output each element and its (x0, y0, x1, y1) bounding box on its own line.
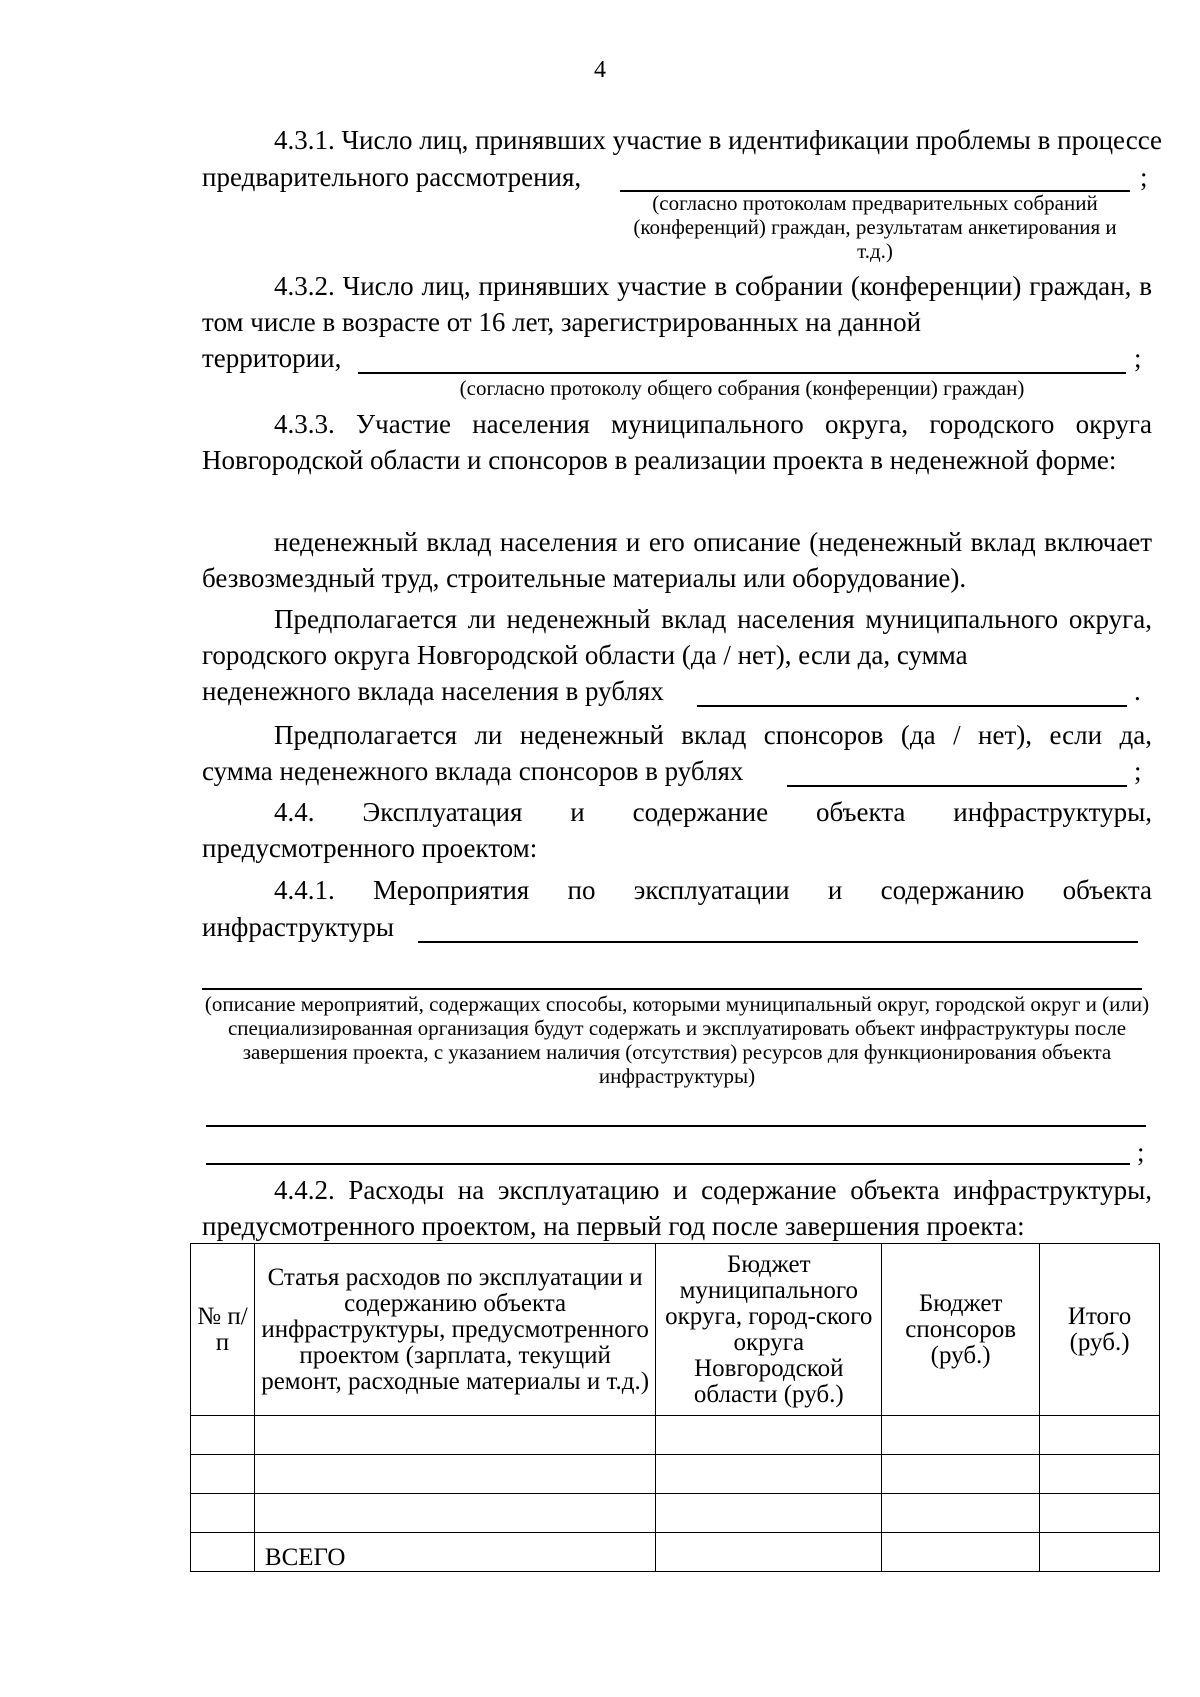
table-cell[interactable] (1040, 1533, 1160, 1572)
table-cell[interactable] (191, 1455, 255, 1494)
s431-line2: предварительного рассмотрения, (202, 162, 582, 192)
header-number: № п/п (191, 1244, 255, 1416)
table-cell[interactable] (1040, 1494, 1160, 1533)
table-cell[interactable] (191, 1494, 255, 1533)
table-row (191, 1416, 1160, 1455)
total-label: ВСЕГО (254, 1533, 655, 1572)
table-cell[interactable] (254, 1416, 655, 1455)
s431-semicolon: ; (1140, 162, 1148, 192)
header-municipal-budget: Бюджет муниципального округа, город-ского округа Новгородской области (руб.) (656, 1244, 882, 1416)
nonmonetary-paragraph: неденежный вклад населения и его описание (неденежный вклад включает безвозмездный труд, строительные материалы или оборудование). (202, 527, 1152, 593)
sponsors-last: сумма неденежного вклада спонсоров в рублях (202, 756, 744, 786)
table-total-row (191, 1533, 1160, 1572)
table-cell[interactable] (656, 1416, 882, 1455)
s44-paragraph: 4.4. Эксплуатация и содержание объекта инфраструктуры, предусмотренного проектом: (202, 797, 1152, 863)
s431-note: (согласно протоколам предварительных собраний (конференций) граждан, результатам анкетирования и т.д.) (633, 191, 1117, 263)
s432-note: (согласно протоколу общего собрания (конференции) граждан) (459, 376, 1025, 400)
table-cell[interactable] (1040, 1455, 1160, 1494)
table-row (191, 1494, 1160, 1533)
table-cell[interactable] (656, 1455, 882, 1494)
table-cell[interactable] (1040, 1416, 1160, 1455)
table-cell[interactable] (882, 1455, 1040, 1494)
sponsors-blank[interactable] (787, 785, 1127, 787)
s441-last: инфраструктуры (202, 912, 394, 942)
population-last: неденежного вклада населения в рублях (202, 676, 664, 706)
table-cell[interactable] (882, 1533, 1040, 1572)
table-cell[interactable] (656, 1494, 882, 1533)
s441-paragraph: 4.4.1. Мероприятия по эксплуатации и содержанию объекта (274, 875, 1152, 905)
s441-blank-2[interactable] (202, 988, 1142, 990)
s441-semicolon: ; (1137, 1137, 1145, 1167)
table-cell[interactable] (882, 1494, 1040, 1533)
population-paragraph: Предполагается ли неденежный вклад населения муниципального округа, городского округа Новгородской области (да / нет), если да, сумма (202, 604, 1152, 670)
table-cell[interactable] (254, 1494, 655, 1533)
sponsors-semicolon: ; (1134, 756, 1142, 786)
population-period: . (1134, 676, 1141, 706)
header-expense-item: Статья расходов по эксплуатации и содержанию объекта инфраструктуры, предусмотренного проектом (зарплата, текущий ремонт, расходные материалы и т.д.) (254, 1244, 655, 1416)
page-number: 4 (594, 57, 606, 83)
header-total: Итого (руб.) (1040, 1244, 1160, 1416)
table-cell[interactable] (191, 1533, 255, 1572)
s441-blank-1[interactable] (418, 941, 1138, 943)
s432-last: территории, (202, 343, 342, 373)
header-sponsors-budget: Бюджет спонсоров (руб.) (882, 1244, 1040, 1416)
table-cell[interactable] (882, 1416, 1040, 1455)
s441-blank-3[interactable] (206, 1125, 1146, 1127)
sponsors-paragraph: Предполагается ли неденежный вклад спонсоров (да / нет), если да, (274, 720, 1152, 750)
s432-semicolon: ; (1134, 343, 1142, 373)
table-cell[interactable] (254, 1455, 655, 1494)
table-header-row (191, 1244, 1160, 1416)
s432-paragraph: 4.3.2. Число лиц, принявших участие в собрании (конференции) граждан, в том числе в возрасте от 16 лет, зарегистрированных на данной (202, 271, 1152, 337)
table-cell[interactable] (191, 1416, 255, 1455)
table-row (191, 1455, 1160, 1494)
s441-note: (описание мероприятий, содержащих способы, которыми муниципальный округ, городской округ и (или) специализированная организация будут содержать и эксплуатировать объект инфраструктуры после завершения проекта, с указанием наличия (отсутствия) ресурсов для функционирования объекта инфраструктуры) (204, 992, 1150, 1088)
s433-paragraph: 4.3.3. Участие населения муниципального округа, городского округа Новгородской области и спонсоров в реализации проекта в неденежной форме: (202, 409, 1152, 475)
population-blank[interactable] (697, 705, 1127, 707)
expenses-table (190, 1243, 1160, 1572)
s432-blank[interactable] (358, 372, 1126, 374)
table-cell[interactable] (656, 1533, 882, 1572)
s442-paragraph: 4.4.2. Расходы на эксплуатацию и содержание объекта инфраструктуры, предусмотренного проектом, на первый год после завершения проекта: (202, 1175, 1152, 1241)
s431-line1: 4.3.1. Число лиц, принявших участие в идентификации проблемы в процессе (274, 125, 1162, 155)
s441-blank-4[interactable] (206, 1163, 1130, 1165)
